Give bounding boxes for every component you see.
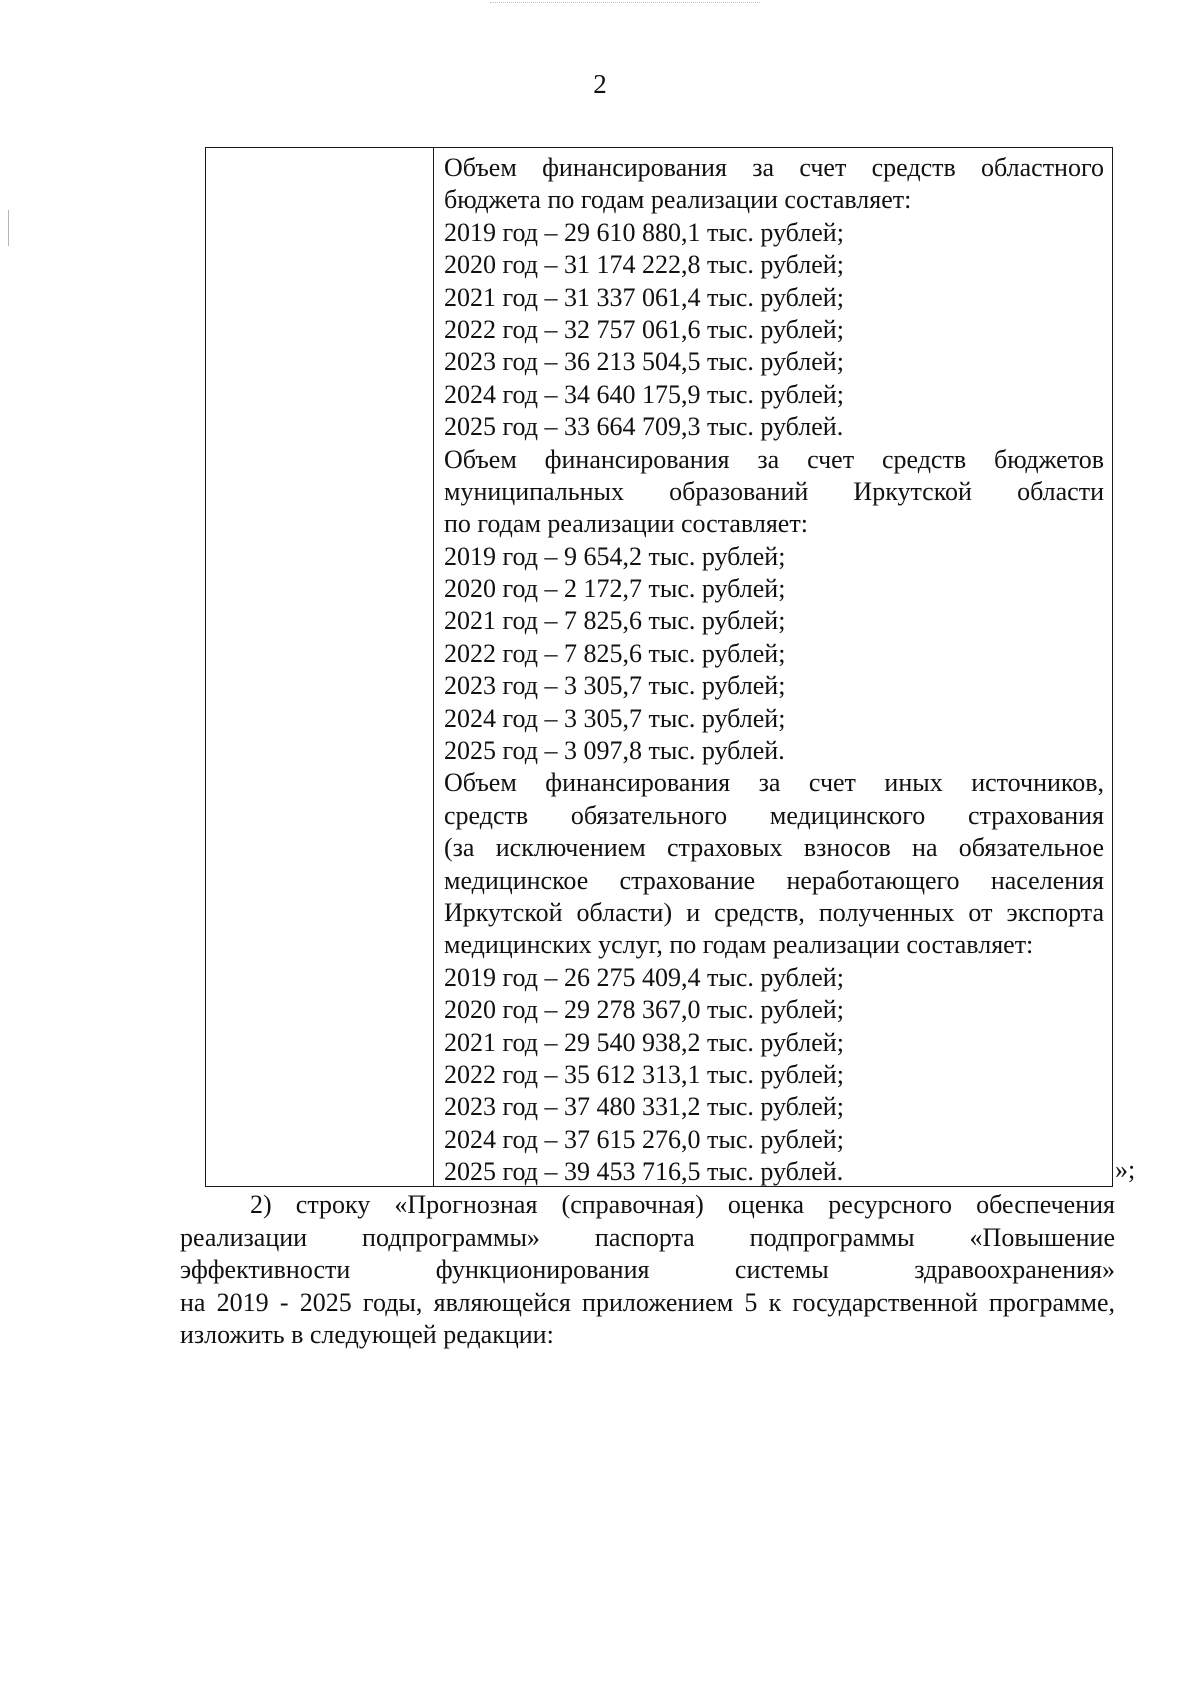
table-right-cell — [444, 152, 1104, 1189]
table-text-line: 2021 год – 7 825,6 тыс. рублей; — [444, 606, 786, 636]
paragraph-line: эффективности функционирования системы здравоохранения» — [180, 1255, 1115, 1284]
table-text-line: 2024 год – 3 305,7 тыс. рублей; — [444, 703, 786, 733]
table-text-line: Объем финансирования за счет средств областного — [444, 153, 1104, 182]
table-text-line: 2019 год – 26 275 409,4 тыс. рублей; — [444, 962, 844, 992]
scan-margin-mark — [8, 210, 9, 246]
table-text-line: по годам реализации составляет: — [444, 509, 808, 539]
paragraph-line: на 2019 - 2025 годы, являющейся приложением 5 к государственной программе, — [180, 1287, 1115, 1317]
table-text-line: 2023 год – 37 480 331,2 тыс. рублей; — [444, 1092, 844, 1122]
table-text-line: 2022 год – 7 825,6 тыс. рублей; — [444, 638, 786, 668]
table-text-line: 2022 год – 35 612 313,1 тыс. рублей; — [444, 1059, 844, 1089]
financing-table — [205, 147, 1113, 1187]
paragraph-line: 2) строку «Прогнозная (справочная) оценка ресурсного обеспечения — [250, 1190, 1115, 1219]
table-text-line: медицинских услуг, по годам реализации составляет: — [444, 930, 1034, 960]
table-text-line: средств обязательного медицинского страхования — [444, 800, 1104, 830]
table-text-line: 2019 год – 9 654,2 тыс. рублей; — [444, 541, 786, 571]
table-text-line: 2020 год – 2 172,7 тыс. рублей; — [444, 574, 786, 604]
table-closing-quote: »; — [1115, 1155, 1136, 1184]
table-text-line: 2019 год – 29 610 880,1 тыс. рублей; — [444, 217, 844, 247]
table-text-line: 2023 год – 3 305,7 тыс. рублей; — [444, 671, 786, 701]
table-text-line: 2020 год – 31 174 222,8 тыс. рублей; — [444, 250, 844, 280]
table-text-line: Объем финансирования за счет иных источников, — [444, 768, 1104, 798]
table-text-line: медицинское страхование неработающего населения — [444, 865, 1104, 895]
table-text-line: 2021 год – 31 337 061,4 тыс. рублей; — [444, 282, 844, 312]
table-text-line: 2022 год – 32 757 061,6 тыс. рублей; — [444, 314, 844, 344]
scan-artifact — [490, 2, 760, 11]
table-text-line: 2020 год – 29 278 367,0 тыс. рублей; — [444, 995, 844, 1025]
table-text-line: Иркутской области) и средств, полученных от экспорта — [444, 897, 1104, 927]
page-number: 2 — [593, 69, 607, 99]
table-text-line: 2025 год – 33 664 709,3 тыс. рублей. — [444, 412, 844, 442]
table-column-divider — [433, 148, 434, 1186]
paragraph-line: реализации подпрограммы» паспорта подпрограммы «Повышение — [180, 1222, 1115, 1252]
table-text-line: 2024 год – 34 640 175,9 тыс. рублей; — [444, 379, 844, 409]
table-text-line: 2025 год – 3 097,8 тыс. рублей. — [444, 736, 785, 766]
table-text-line: 2024 год – 37 615 276,0 тыс. рублей; — [444, 1124, 844, 1154]
table-text-line: 2023 год – 36 213 504,5 тыс. рублей; — [444, 347, 844, 377]
table-text-line: бюджета по годам реализации составляет: — [444, 185, 912, 215]
table-text-line: 2025 год – 39 453 716,5 тыс. рублей. — [444, 1157, 844, 1187]
table-text-line: муниципальных образований Иркутской области — [444, 476, 1104, 506]
table-text-line: Объем финансирования за счет средств бюджетов — [444, 444, 1104, 474]
table-text-line: (за исключением страховых взносов на обязательное — [444, 833, 1104, 863]
paragraph-line: изложить в следующей редакции: — [180, 1320, 554, 1349]
amendment-paragraph — [180, 1189, 1115, 1352]
table-text-line: 2021 год – 29 540 938,2 тыс. рублей; — [444, 1027, 844, 1057]
